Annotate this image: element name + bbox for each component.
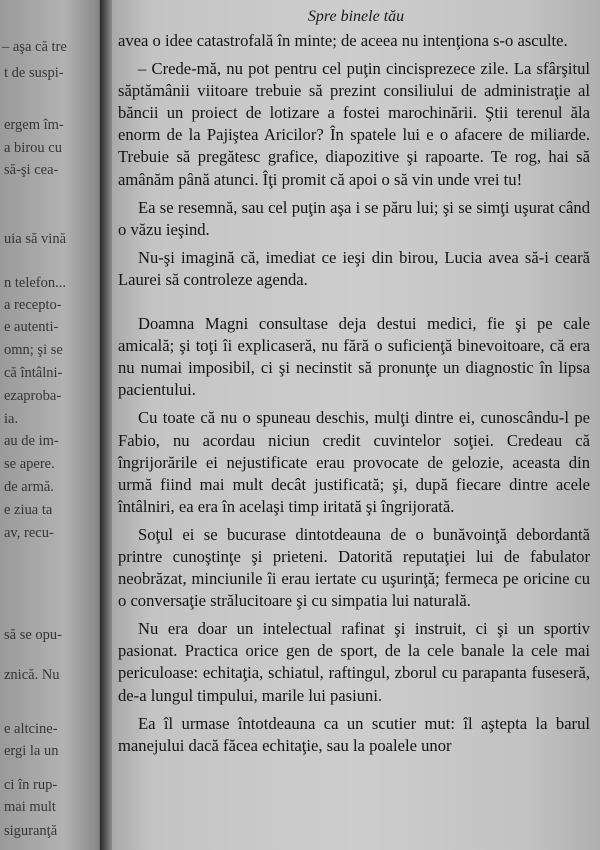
paragraph: Ea îl urmase întotdeauna ca un scutier mut: îl aştepta la barul manejului dacă făcea echitaţie, sau la poalele unor bbox=[118, 713, 590, 755]
left-page-line: să se opu- bbox=[4, 627, 62, 643]
running-head: Spre binele tău bbox=[307, 8, 405, 25]
paragraph: avea o idee catastrofală în minte; de aceea nu intenţiona s-o asculte. bbox=[118, 31, 568, 50]
left-page-line: de armă. bbox=[4, 479, 54, 495]
left-page-line: uia să vină bbox=[4, 231, 67, 247]
paragraph: Nu-şi imagină că, imediat ce ieşi din birou, Lucia avea să-i ceară Laurei să controleze agenda. bbox=[118, 247, 590, 289]
paragraph: Soţul ei se bucurase dintotdeauna de o bunăvoinţă debordantă printre cunoştinţe şi prieteni. Datorită reputaţiei lui de fabulator neobrăzat, minciunile îi erau iertate cu uşurinţă; fermeca pe oricine cu o conversaţie strălucitoare şi cu simpatia lui naturală. bbox=[118, 524, 590, 611]
left-page-line: ergem îm- bbox=[4, 117, 64, 133]
paragraph: – Crede-mă, nu pot pentru cel puţin cincisprezece zile. La sfârşitul săptămânii viitoare trebuie să prezint consiliului de administraţie al băncii un proiect de lotizare a fostei marochinării. Ştii terenul ăla enorm de la Pajiştea Aricilor? În spatele lui e o afacere de miliarde. Trebuie să pregătesc grafice, diapozitive şi rapoarte. Te rog, hai să amânăm până atunci. Îţi promit că apoi o să vin unde vrei tu! bbox=[118, 59, 590, 189]
left-page-line: siguranţă bbox=[4, 823, 58, 839]
paragraph: Doamna Magni consultase deja destui medici, fie şi pe cale amicală; şi toţi îi explicaseră, nu fără o suficienţă binevoitoare, că era nu numai imposibil, ci şi necinstit să pronunţe un diagnostic în lipsa pacientului. bbox=[118, 314, 590, 400]
left-page-line: – aşa că tre bbox=[2, 39, 67, 55]
right-page bbox=[112, 0, 600, 850]
left-page-line: e ziua ta bbox=[4, 502, 53, 518]
left-page-line: a recepto- bbox=[4, 297, 62, 313]
paragraph: Nu era doar un intelectual rafinat şi instruit, ci şi un sportiv pasionat. Practica orice gen de sport, de la cele banale la cele mai periculoase: echitaţia, schiatul, raftingul, zborul cu parapanta fuseseră, de-a lungul timpului, marile lui pasiuni. bbox=[118, 619, 590, 705]
left-page-line: t de suspi- bbox=[4, 65, 64, 81]
left-page-line: au de im- bbox=[4, 433, 59, 449]
left-page-line: omn; şi se bbox=[4, 342, 63, 358]
left-page-line: mai mult bbox=[4, 799, 56, 815]
left-page-line: av, recu- bbox=[4, 525, 54, 541]
paragraph: Ea se resemnă, sau cel puţin aşa i se păru lui; şi se simţi uşurat când o văzu ieşind. bbox=[118, 197, 590, 239]
paragraph: Cu toate că nu o spuneau deschis, mulţi dintre ei, cunoscându-l pe Fabio, nu acordau niciun credit cuvintelor soţiei. Credeau că îngrijorările ei nejustificate erau provocate de gelozie, aceasta din urmă fiind mai mult decât justificată; şi, după fiecare dintre acele întâlniri, ea era în acelaşi timp iritată şi îngrijorată. bbox=[118, 408, 590, 516]
left-page-line: a birou cu bbox=[4, 140, 62, 156]
left-page-line: că întâlni- bbox=[4, 365, 63, 381]
left-page-line: să-şi cea- bbox=[4, 162, 59, 178]
left-page-line: ezaproba- bbox=[4, 388, 62, 404]
left-page-edge bbox=[0, 0, 106, 850]
left-page-line: ci în rup- bbox=[4, 777, 58, 793]
left-page-line: se apere. bbox=[4, 456, 55, 472]
left-page-line: e altcine- bbox=[4, 721, 58, 737]
left-page-line: ia. bbox=[4, 411, 19, 427]
left-page-line: e autenti- bbox=[4, 319, 59, 335]
body-text bbox=[118, 30, 590, 763]
left-page-line: znică. Nu bbox=[4, 667, 60, 683]
left-page-line: n telefon... bbox=[4, 275, 67, 291]
left-page-line: ergi la un bbox=[4, 743, 59, 759]
